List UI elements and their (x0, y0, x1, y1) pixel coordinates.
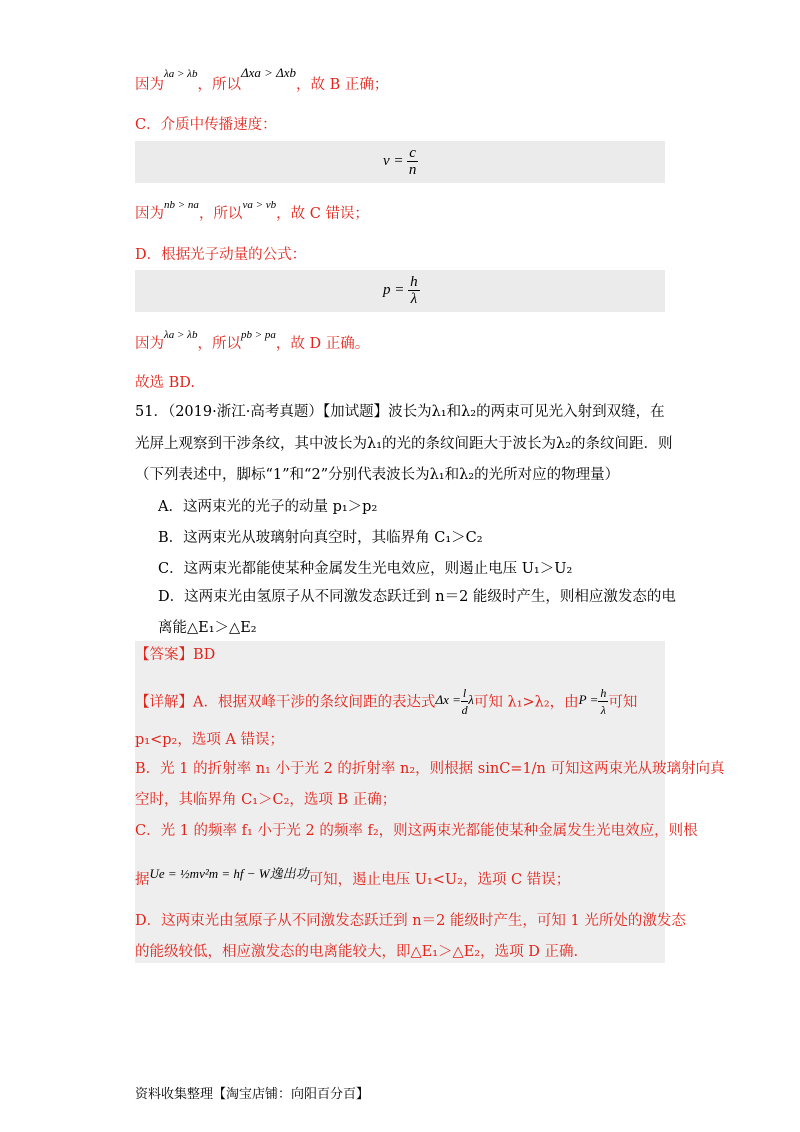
formula-box-c (135, 141, 665, 183)
question-line-2: 光屏上观察到干涉条纹，其中波长为λ₁的光的条纹间距大于波长为λ₂的条纹间距．则 (135, 436, 673, 452)
formula-dx-a-gt-b: Δxa > Δxb (240, 65, 297, 80)
detail-line-b-1: B．光 1 的折射率 n₁ 小于光 2 的折射率 n₂，则根据 sinC=1/n 可知这两束光从玻璃射向真 (135, 761, 725, 777)
formula-nb-gt-na: nb > na (164, 199, 199, 211)
part-b-conclusion: 因为$^{\lambda a > \lambda b}$，所以Δxa > Δxb，故 B 正确； (135, 65, 389, 93)
detail-line-a-2: p₁<p₂，选项 A 错误； (135, 732, 285, 748)
option-c: C．这两束光都能使某种金属发生光电效应，则遏止电压 U₁＞U₂ (158, 561, 573, 577)
answer-label: 【答案】BD (135, 647, 216, 663)
conclusion-text: 故选 BD. (135, 375, 195, 391)
part-d-conclusion: 因为$^{\lambda a > \lambda b}$，所以$^{pb > pa}$，故 D 正确。 (135, 329, 370, 352)
detail-line-b-2: 空时，其临界角 C₁＞C₂，选项 B 正确； (135, 792, 397, 808)
option-a: A．这两束光的光子的动量 p₁＞p₂ (158, 499, 378, 515)
question-line-3: （下列表述中，脚标“1”和“2”分别代表波长为λ₁和λ₂的光所对应的物理量） (135, 467, 620, 483)
formula-photoelectric: Ue = ½mv²m = hf − W逸出功 (149, 866, 309, 881)
part-d-heading: D．根据光子动量的公式： (135, 247, 307, 263)
detail-line-d-2: 的能级较低，相应激发态的电离能较大，即△E₁＞△E₂，选项 D 正确. (135, 944, 579, 960)
option-b: B．这两束光从玻璃射向真空时，其临界角 C₁＞C₂ (158, 530, 483, 546)
detail-line-a: 【详解】A．根据双峰干涉的条纹间距的表达式Δx = $\frac{l}{d}$ λ可知 λ₁>λ₂，由P = $\frac{h}{\lambda}$ 可知 (135, 686, 638, 717)
formula-v-c-over-n: v = $\frac{c}{n}$ (383, 145, 417, 178)
detail-line-c-2: 据Ue = ½mv²m = hf − W逸出功可知，遏止电压 U₁<U₂，选项 C 错误； (135, 866, 571, 888)
formula-fringe-spacing: Δx = $\frac{l}{d}$ λ (435, 686, 474, 717)
question-line-1: 51．（2019·浙江·高考真题）【加试题】波长为λ₁和λ₂的两束可见光入射到双缝，在 (135, 404, 665, 420)
option-d-line-1: D．这两束光由氢原子从不同激发态跃迁到 n＝2 能级时产生，则相应激发态的电 (158, 589, 676, 605)
formula-pb-gt-pa: pb > pa (240, 329, 276, 341)
detail-line-c-1: C．光 1 的频率 f₁ 小于光 2 的频率 f₂，则这两束光都能使某种金属发生光电效应，则根 (135, 823, 698, 839)
formula-box-d (135, 270, 665, 312)
footer-source: 资料收集整理【淘宝店铺：向阳百分百】 (135, 1087, 370, 1102)
formula-lambda-a-gt-b-d: λa > λb (164, 329, 198, 341)
part-c-conclusion: 因为$^{nb > na}$，所以$^{va > vb}$，故 C 错误； (135, 199, 369, 222)
formula-va-gt-vb: va > vb (242, 199, 277, 211)
option-d-line-2: 离能△E₁＞△E₂ (158, 620, 257, 636)
part-c-heading: C．介质中传播速度： (135, 117, 277, 133)
formula-lambda-a-gt-b: λa > λb (164, 68, 198, 80)
detail-line-d-1: D．这两束光由氢原子从不同激发态跃迁到 n＝2 能级时产生，可知 1 光所处的激发态 (135, 913, 686, 929)
formula-momentum: P = $\frac{h}{\lambda}$ (578, 686, 607, 717)
formula-p-h-over-lambda: p = $\frac{h}{\lambda}$ (383, 274, 418, 307)
